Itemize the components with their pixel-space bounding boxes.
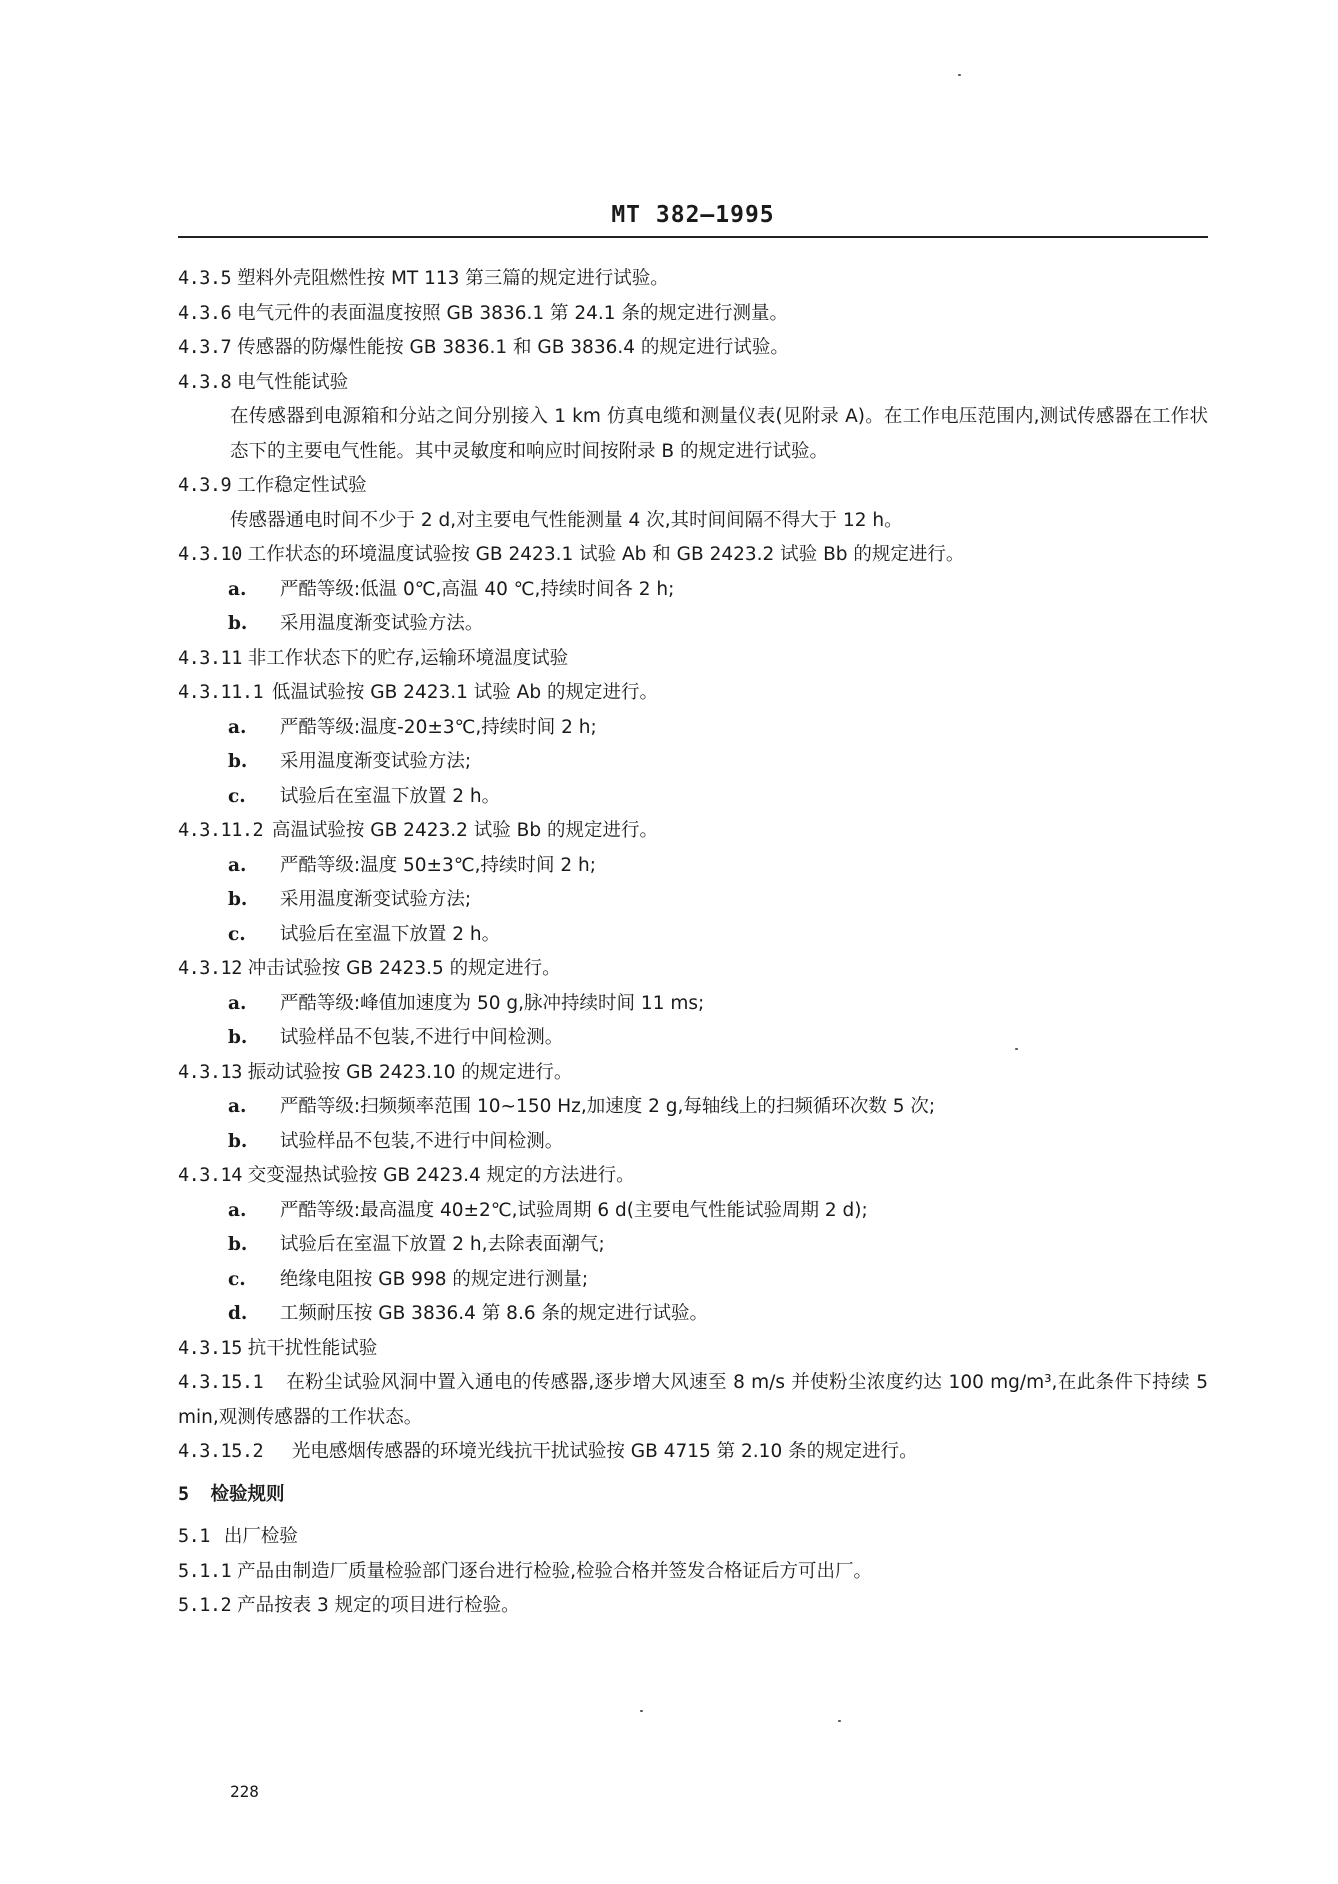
list-item	[178, 1125, 1208, 1160]
scan-speck	[1015, 1048, 1018, 1050]
list-text: 严酷等级:低温 0℃,高温 40 ℃,持续时间各 2 h;	[279, 578, 675, 600]
clause-text: 非工作状态下的贮存,运输环境温度试验	[247, 647, 569, 669]
list-item	[178, 711, 1208, 746]
clause-text: 交变湿热试验按 GB 2423.4 规定的方法进行。	[247, 1165, 635, 1186]
clause-4-3-8	[178, 366, 1208, 401]
clause-text: 电气性能试验	[237, 371, 349, 393]
clause-5-1	[178, 1520, 1208, 1555]
page-number: 228	[230, 1782, 259, 1801]
list-item	[178, 849, 1208, 884]
document-code-header: MT 382—1995	[611, 202, 775, 228]
list-item	[178, 987, 1208, 1022]
list-item	[178, 1263, 1208, 1298]
clause-text: 工作状态的环境温度试验按 GB 2423.1 试验 Ab 和 GB 2423.2 试验 Bb 的规定进行。	[247, 544, 965, 565]
clause-4-3-12	[178, 952, 1208, 987]
clause-4-3-6	[178, 297, 1208, 332]
clause-number: 4.3.11.1	[178, 682, 264, 703]
list-letter: d.	[228, 1303, 248, 1324]
list-letter: a.	[228, 1096, 247, 1117]
clause-text: 产品由制造厂质量检验部门逐台进行检验,检验合格并签发合格证后方可出厂。	[237, 1560, 872, 1582]
clause-4-3-11-2	[178, 814, 1208, 849]
clause-number: 4.3.5	[178, 268, 232, 289]
list-item	[178, 607, 1208, 642]
clause-number: 4.3.15	[178, 1337, 242, 1359]
clause-4-3-5	[178, 262, 1208, 297]
list-text: 采用温度渐变试验方法;	[279, 751, 472, 772]
paragraph-text: 在传感器到电源箱和分站之间分别接入 1 km 仿真电缆和测量仪表(见附录 A)。在工作电压范围内,测试传感器在工作状态下的主要电气性能。其中灵敏度和响应时间按附录 B 的规定进行试验。	[230, 406, 1208, 462]
clause-text: 出厂检验	[223, 1526, 298, 1547]
list-item	[178, 573, 1208, 608]
document-body	[178, 262, 1208, 1624]
list-item	[178, 1228, 1208, 1263]
scan-speck	[640, 1710, 643, 1712]
clause-text: 塑料外壳阻燃性按 MT 113 第三篇的规定进行试验。	[237, 268, 669, 289]
header-rule	[178, 236, 1208, 238]
list-item	[178, 918, 1208, 953]
paragraph-stability-test	[178, 504, 1208, 539]
clause-number: 4.3.15.1	[178, 1372, 264, 1393]
list-text: 采用温度渐变试验方法;	[279, 889, 472, 910]
list-item	[178, 780, 1208, 815]
clause-number: 4.3.6	[178, 302, 232, 324]
paragraph-electrical-test	[178, 400, 1208, 469]
list-text: 试验后在室温下放置 2 h。	[279, 923, 501, 945]
clause-number: 4.3.13	[178, 1061, 242, 1083]
clause-number: 5.1.1	[178, 1560, 232, 1582]
clause-4-3-15-1	[178, 1366, 1208, 1435]
list-text: 试验后在室温下放置 2 h,去除表面潮气;	[279, 1234, 605, 1255]
clause-text: 产品按表 3 规定的项目进行检验。	[237, 1595, 520, 1616]
list-letter: b.	[228, 889, 248, 910]
clause-4-3-10	[178, 538, 1208, 573]
clause-4-3-15	[178, 1332, 1208, 1367]
list-letter: a.	[228, 1199, 247, 1221]
list-text: 严酷等级:扫频频率范围 10~150 Hz,加速度 2 g,每轴线上的扫频循环次数 5 次;	[279, 1096, 936, 1117]
clause-text: 光电感烟传感器的环境光线抗干扰试验按 GB 4715 第 2.10 条的规定进行。	[291, 1441, 918, 1462]
clause-text: 高温试验按 GB 2423.2 试验 Bb 的规定进行。	[271, 820, 658, 841]
list-letter: a.	[228, 578, 247, 600]
clause-4-3-11	[178, 642, 1208, 677]
clause-number: 4.3.9	[178, 475, 232, 496]
clause-text: 低温试验按 GB 2423.1 试验 Ab 的规定进行。	[271, 682, 658, 703]
list-letter: a.	[228, 854, 247, 876]
clause-text: 振动试验按 GB 2423.10 的规定进行。	[247, 1061, 573, 1083]
list-text: 严酷等级:温度-20±3℃,持续时间 2 h;	[279, 716, 597, 738]
clause-number: 4.3.14	[178, 1165, 242, 1186]
list-letter: c.	[228, 1268, 246, 1290]
clause-number: 4.3.10	[178, 544, 242, 565]
clause-number: 4.3.12	[178, 958, 242, 979]
list-item	[178, 1297, 1208, 1332]
clause-number: 4.3.8	[178, 371, 232, 393]
clause-5-1-1	[178, 1555, 1208, 1590]
clause-4-3-13	[178, 1056, 1208, 1091]
list-letter: c.	[228, 785, 246, 807]
clause-number: 4.3.7	[178, 337, 232, 358]
list-item	[178, 883, 1208, 918]
clause-text: 传感器的防爆性能按 GB 3836.1 和 GB 3836.4 的规定进行试验。	[237, 337, 789, 358]
list-letter: a.	[228, 716, 247, 738]
clause-text: 电气元件的表面温度按照 GB 3836.1 第 24.1 条的规定进行测量。	[237, 302, 788, 324]
clause-4-3-11-1	[178, 676, 1208, 711]
list-item	[178, 745, 1208, 780]
clause-text: 工作稳定性试验	[237, 475, 367, 496]
list-text: 试验后在室温下放置 2 h。	[279, 785, 501, 807]
list-letter: b.	[228, 1130, 248, 1152]
clause-number: 5.1.2	[178, 1595, 232, 1616]
clause-4-3-15-2	[178, 1435, 1208, 1470]
clause-text: 冲击试验按 GB 2423.5 的规定进行。	[247, 958, 561, 979]
clause-number: 5.1	[178, 1526, 210, 1547]
list-text: 工频耐压按 GB 3836.4 第 8.6 条的规定进行试验。	[279, 1303, 708, 1324]
clause-number: 4.3.11	[178, 647, 242, 669]
list-letter: a.	[228, 992, 247, 1014]
clause-number: 4.3.15.2	[178, 1441, 264, 1462]
list-text: 严酷等级:最高温度 40±2℃,试验周期 6 d(主要电气性能试验周期 2 d);	[279, 1199, 868, 1221]
section-number: 5	[178, 1483, 189, 1505]
clause-4-3-9	[178, 469, 1208, 504]
scan-speck	[838, 1720, 841, 1722]
list-text: 严酷等级:温度 50±3℃,持续时间 2 h;	[279, 854, 596, 876]
clause-number: 4.3.11.2	[178, 820, 264, 841]
list-letter: b.	[228, 613, 248, 634]
section-text: 检验规则	[210, 1483, 285, 1505]
clause-4-3-14	[178, 1159, 1208, 1194]
list-item	[178, 1194, 1208, 1229]
list-letter: b.	[228, 751, 248, 772]
list-letter: b.	[228, 1027, 248, 1048]
section-5-title	[178, 1478, 1208, 1513]
clause-5-1-2	[178, 1589, 1208, 1624]
list-text: 严酷等级:峰值加速度为 50 g,脉冲持续时间 11 ms;	[279, 992, 705, 1014]
list-letter: b.	[228, 1234, 248, 1255]
clause-text: 抗干扰性能试验	[247, 1337, 378, 1359]
list-letter: c.	[228, 923, 246, 945]
list-item	[178, 1090, 1208, 1125]
scan-speck	[958, 74, 961, 76]
list-text: 绝缘电阻按 GB 998 的规定进行测量;	[279, 1268, 589, 1290]
list-text: 试验样品不包装,不进行中间检测。	[279, 1130, 564, 1152]
clause-text: 在粉尘试验风洞中置入通电的传感器,逐步增大风速至 8 m/s 并使粉尘浓度约达 100 mg/m³,在此条件下持续 5 min,观测传感器的工作状态。	[178, 1372, 1208, 1428]
list-text: 采用温度渐变试验方法。	[279, 613, 484, 634]
paragraph-text: 传感器通电时间不少于 2 d,对主要电气性能测量 4 次,其时间间隔不得大于 12 h。	[230, 509, 903, 531]
clause-4-3-7	[178, 331, 1208, 366]
list-text: 试验样品不包装,不进行中间检测。	[279, 1027, 564, 1048]
list-item	[178, 1021, 1208, 1056]
